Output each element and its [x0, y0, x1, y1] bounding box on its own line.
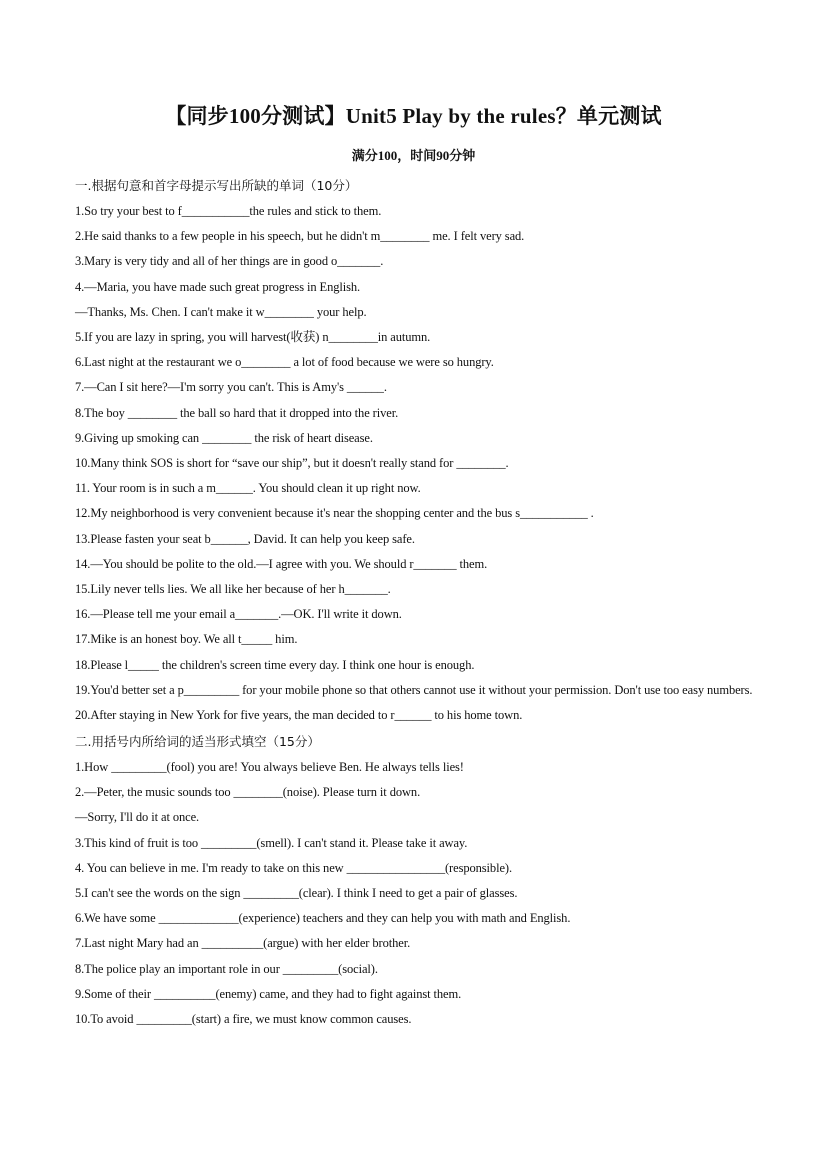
- question-line: 9.Giving up smoking can ________ the risk of heart disease.: [75, 430, 373, 445]
- question-line: 3.Mary is very tidy and all of her things are in good o_______.: [75, 254, 384, 269]
- question-line: 12.My neighborhood is very convenient because it's near the shopping center and the bus s___________ .: [75, 506, 594, 521]
- question-line: 9.Some of their __________(enemy) came, and they had to fight against them.: [75, 986, 462, 1001]
- page-title: 【同步100分测试】Unit5 Play by the rules？单元测试: [165, 104, 662, 128]
- question-line: 3.This kind of fruit is too _________(smell). I can't stand it. Please take it away.: [75, 835, 468, 850]
- question-line: —Thanks, Ms. Chen. I can't make it w________ your help.: [75, 304, 367, 319]
- question-line: 10.To avoid _________(start) a fire, we must know common causes.: [75, 1012, 412, 1027]
- question-line: 2.He said thanks to a few people in his speech, but he didn't m________ me. I felt very sad.: [75, 229, 525, 244]
- question-line: 8.The police play an important role in our _________(social).: [75, 961, 378, 976]
- question-line: 2.—Peter, the music sounds too ________(noise). Please turn it down.: [75, 785, 421, 800]
- question-line: 15.Lily never tells lies. We all like her because of her h_______.: [75, 582, 391, 597]
- question-line: 20.After staying in New York for five years, the man decided to r______ to his home town.: [75, 707, 523, 722]
- question-line: 5.If you are lazy in spring, you will harvest(收获) n________in autumn.: [75, 330, 431, 345]
- question-line: 4. You can believe in me. I'm ready to take on this new ________________(responsible).: [75, 860, 512, 875]
- question-line: 18.Please l_____ the children's screen time every day. I think one hour is enough.: [75, 657, 475, 672]
- question-line: 1.So try your best to f___________the rules and stick to them.: [75, 204, 382, 218]
- question-line: 6.Last night at the restaurant we o________ a lot of food because we were so hungry.: [75, 355, 494, 370]
- question-line: 7.Last night Mary had an __________(argue) with her elder brother.: [75, 936, 411, 951]
- question-line: 7.—Can I sit here?—I'm sorry you can't. This is Amy's ______.: [75, 380, 387, 395]
- question-line: 10.Many think SOS is short for “save our ship”, but it doesn't really stand for ________.: [75, 456, 509, 471]
- question-line: 13.Please fasten your seat b______, David. It can help you keep safe.: [75, 531, 415, 546]
- section-1-heading: 一.根据句意和首字母提示写出所缺的单词（10分）: [75, 178, 358, 193]
- exercise-content: [75, 172, 755, 1032]
- question-line: —Sorry, I'll do it at once.: [75, 810, 200, 825]
- section-2-heading: 二.用括号内所给词的适当形式填空（15分）: [75, 734, 320, 750]
- question-line: 17.Mike is an honest boy. We all t_____ him.: [75, 632, 298, 647]
- question-line: 8.The boy ________ the ball so hard that it dropped into the river.: [75, 405, 399, 420]
- question-line: 14.—You should be polite to the old.—I agree with you. We should r_______ them.: [75, 556, 488, 571]
- question-line: 16.—Please tell me your email a_______.—OK. I'll write it down.: [75, 607, 402, 622]
- question-line: 4.—Maria, you have made such great progress in English.: [75, 279, 361, 294]
- question-line: 11. Your room is in such a m______. You should clean it up right now.: [75, 481, 421, 496]
- question-line: 5.I can't see the words on the sign _________(clear). I think I need to get a pair of glasses.: [75, 886, 518, 901]
- page-subtitle: 满分100，时间90分钟: [351, 148, 476, 163]
- question-line: 19.You'd better set a p_________ for your mobile phone so that others cannot use it without your permission. Don't use too easy numbers.: [75, 682, 753, 697]
- question-line: 1.How _________(fool) you are! You always believe Ben. He always tells lies!: [75, 760, 464, 775]
- question-line: 6.We have some _____________(experience) teachers and they can help you with math and English.: [75, 911, 571, 926]
